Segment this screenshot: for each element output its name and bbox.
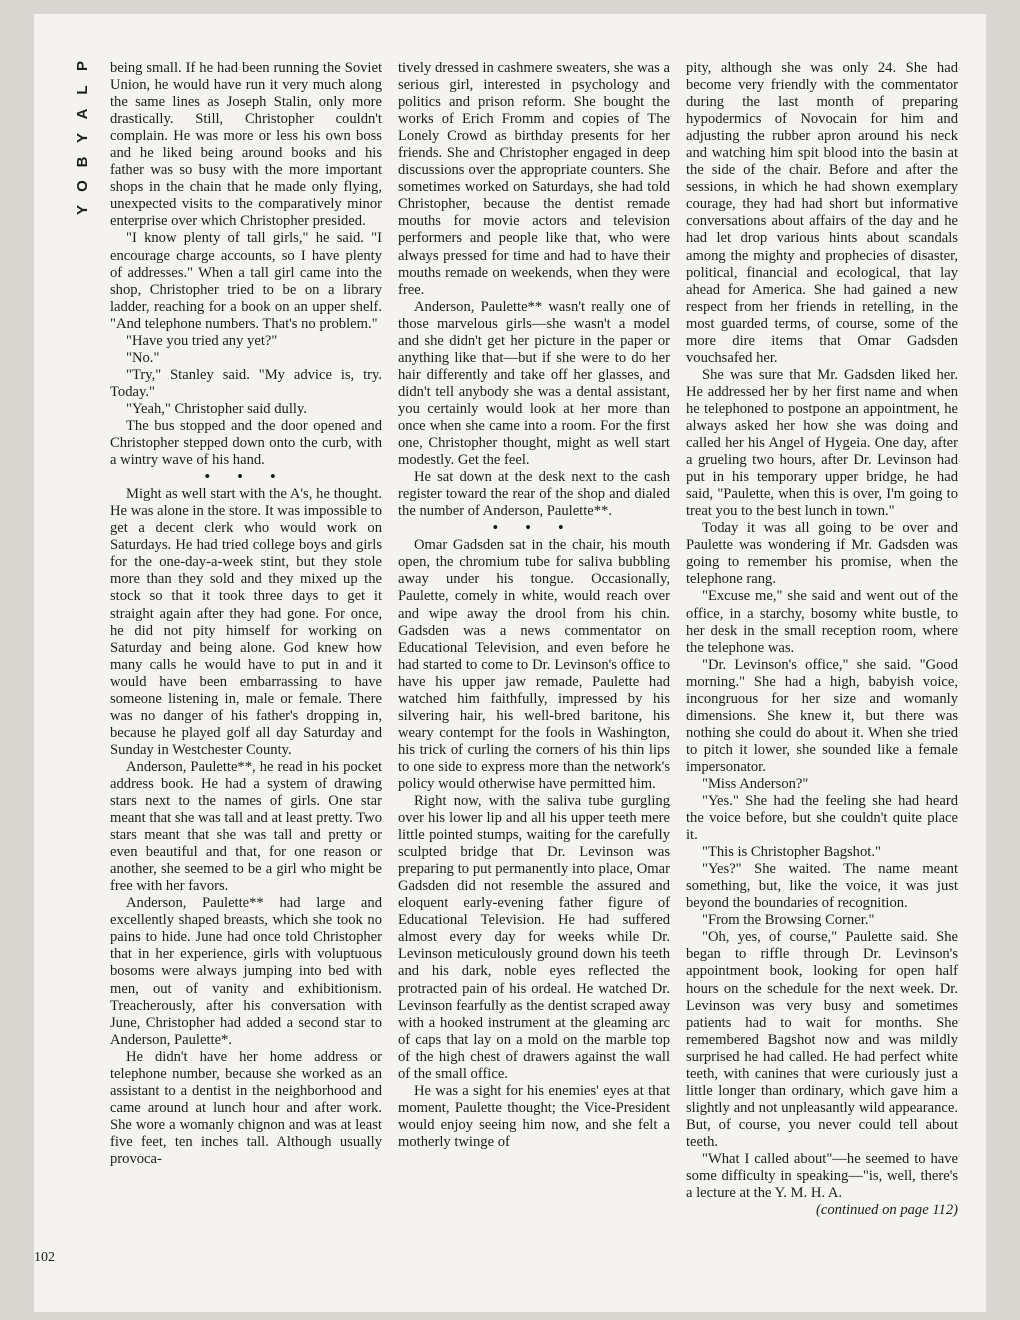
paragraph: "Yes?" She waited. The name meant something, but, like the voice, it was just beyond the boundaries of recognition. [686,861,958,912]
paragraph: pity, although she was only 24. She had become very friendly with the commentator during the last month of preparing hypodermics of Novocain for him and adjusting the rubber apron around his neck and watching him spit blood into the basin at the side of the chair. Before and after the sessions, in which he had shown exemplary courage, they had had short but informative conversations about affairs of the day and he had let drop various hints about scandals among the mighty and prophecies of disaster, political, financial and ecological, that lay ahead for America. She had gained a new respect from her friends in retelling, in the most guarded terms, of course, some of the more dire items that Omar Gadsden vouchsafed her. [686,60,958,366]
text-column-1 [110,60,382,1168]
paragraph: He didn't have her home address or telephone number, because she worked as an assistant to a dentist in the neighborhood and came around at lunch hour and after work. She wore a womanly chignon and was at least five feet, ten inches tall. Although usually provoca- [110,1048,382,1167]
running-head-letter: P [74,61,91,72]
paragraph: "Excuse me," she said and went out of the office, in a starchy, bosomy white bustle, to her desk in the small reception room, where the telephone was. [686,588,958,656]
paragraph: "Miss Anderson?" [702,775,809,792]
paragraph: "Yes." She had the feeling she had heard the voice before, but she couldn't quite place it. [686,793,958,844]
running-head-letter: Y [74,133,91,144]
paragraph: He sat down at the desk next to the cash register toward the rear of the shop and dialed the number of Anderson, Paulette**. [398,469,670,520]
paragraph: Anderson, Paulette** wasn't really one of those marvelous girls—she wasn't a model and she didn't get her picture in the paper or anything like that—but if she were to do her hair differently and take off her glasses, and didn't tell anybody she was a dental assistant, you certainly would look at her more than once when she came into a room. For the first one, Christopher thought, might as well start modestly. Get the feel. [398,298,670,469]
paragraph: "I know plenty of tall girls," he said. "I encourage charge accounts, so I have plenty of addresses." When a tall girl came into the shop, Christopher tried to be on a library ladder, reaching for a book on an upper shelf. "And telephone numbers. That's no problem." [110,230,382,332]
section-break: • • • [204,469,288,486]
paragraph: Today it was all going to be over and Paulette was wondering if Mr. Gadsden was going to remember his promise, when the telephone rang. [686,520,958,588]
paragraph: being small. If he had been running the Soviet Union, he would have run it very much along the same lines as Joseph Stalin, only more drastically. Still, Christopher couldn't complain. He was more or less his own boss and he liked being around books and his father was so busy with the more important shops in the chain that he made only flying, unexpected visits to the comparatively minor enterprise over which Christopher presided. [110,60,382,230]
paragraph: tively dressed in cashmere sweaters, she was a serious girl, interested in psychology and politics and prison reform. She bought the works of Erich Fromm and copies of The Lonely Crowd as birthday presents for her friends. She and Christopher engaged in deep discussions over the appropriate counters. She sometimes worked on Saturdays, she had told Christopher, because the dentist remade mouths for movie actors and television performers and people like that, who were always pressed for time and had to have their mouths remade on weekends, when they were free. [398,60,670,298]
paragraph: "Dr. Levinson's office," she said. "Good morning." She had a high, babyish voice, incongruous for her size and womanly dimensions. She knew it, but there was nothing she could do about it. When she tried to pitch it lower, she sounded like a female impersonator. [686,656,958,775]
section-break: • • • [492,520,576,537]
paragraph: Might as well start with the A's, he thought. He was alone in the store. It was impossible to get a decent clerk who would work on Saturdays. He had tried college boys and girls for the one-day-a-week stint, but they stole more than they sold and they mixed up the stock so that it took three days to get it straight again after they had gone. For once, he did not pity himself for working on Saturday and being alone. God knew how many calls he would have to put in and it would have been embarrassing to have someone listening in, male or female. There was no danger of his father's dropping in, because he played golf all day Saturday and Sunday in Westchester County. [110,486,382,758]
paragraph: "From the Browsing Corner." [702,912,875,929]
running-head-letter: B [74,156,91,168]
text-column-2 [398,60,670,1151]
paragraph: "Oh, yes, of course," Paulette said. She began to riffle through Dr. Levinson's appointment book, looking for open half hours on the schedule for the next week. Dr. Levinson was very busy and sometimes patients had to wait for months. She remembered Bagshot now and was mildly surprised he had called. He had perfect white teeth, with canines that were curiously just a little longer than ordinary, which gave him a slightly and not unpleasantly wild appearance. But, of course, you never could tell about teeth. [686,929,958,1150]
paragraph: "No." [126,349,160,366]
magazine-running-head [72,54,94,222]
magazine-page [34,14,986,1312]
paragraph: Omar Gadsden sat in the chair, his mouth open, the chromium tube for saliva bubbling away under his tongue. Occasionally, Paulette, comely in white, would reach over and wipe away the drool from his chin. Gadsden was a news commentator on Educational Television, and even before he had started to come to Dr. Levinson's office to have his upper jaw remade, Paulette had watched him faithfully, impressed by his silvering hair, his well-bred baritone, his weary contempt for the fools in Washington, his trick of curling the corners of his thin lips to one side to express more than the network's policy would otherwise have permitted him. [398,537,670,792]
paragraph: Anderson, Paulette**, he read in his pocket address book. He had a system of drawing stars next to the names of girls. One star meant that she was tall and at least pretty. Two stars meant that she was tall and pretty or even beautiful and that, for one reason or another, she seemed to be a girl who might be free with her favors. [110,758,382,895]
running-head-letter: L [74,85,91,95]
paragraph: "Yeah," Christopher said dully. [126,400,307,417]
paragraph: "This is Christopher Bagshot." [702,844,881,861]
paragraph: "Have you tried any yet?" [126,332,278,349]
paragraph: "Try," Stanley said. "My advice is, try. Today." [110,366,382,400]
paragraph: She was sure that Mr. Gadsden liked her. He addressed her by her first name and when he telephoned to postpone an appointment, he always asked her how she was doing and called her his Angel of Hygeia. One day, after a grueling two hours, after Dr. Levinson had put in his temporary upper bridge, he had said, "Paulette, when this is over, I'm going to treat you to the best lunch in town." [686,366,958,520]
running-head-letter: Y [74,205,91,216]
paragraph: "What I called about"—he seemed to have some difficulty in speaking—"is, well, there's a lecture at the Y. M. H. A. [686,1151,958,1202]
page-number: 102 [34,1250,55,1265]
running-head-letter: A [74,108,91,120]
paragraph: The bus stopped and the door opened and Christopher stepped down onto the curb, with a wintry wave of his hand. [110,417,382,469]
text-column-3 [686,60,958,1219]
continued-note: (continued on page 112) [816,1202,958,1219]
paragraph: He was a sight for his enemies' eyes at that moment, Paulette thought; the Vice-President would enjoy seeing him now, and she felt a motherly twinge of [398,1082,670,1150]
paragraph: Anderson, Paulette** had large and excellently shaped breasts, which she took no pains to hide. June had once told Christopher that in her experience, girls with voluptuous bosoms were always jumping into bed with men, out of vanity and exhibitionism. Treacherously, after his conversation with June, Christopher had added a second star to Anderson, Paulette*. [110,895,382,1048]
running-head-letter: O [74,180,91,192]
paragraph: Right now, with the saliva tube gurgling over his lower lip and all his upper teeth mere little pointed stumps, waiting for the carefully sculpted bridge that Dr. Levinson was preparing to put permanently into place, Omar Gadsden did not resemble the assured and eloquent early-evening father figure of Educational Television. He had suffered almost every day for weeks while Dr. Levinson meticulously ground down his teeth and his dark, noble eyes reflected the protracted pain of his ordeal. He watched Dr. Levinson fearfully as the dentist scraped away with a hooked instrument at the gleaming arc of caps that lay on a mold on the marble top of the high chest of drawers against the wall of the small office. [398,793,670,1082]
